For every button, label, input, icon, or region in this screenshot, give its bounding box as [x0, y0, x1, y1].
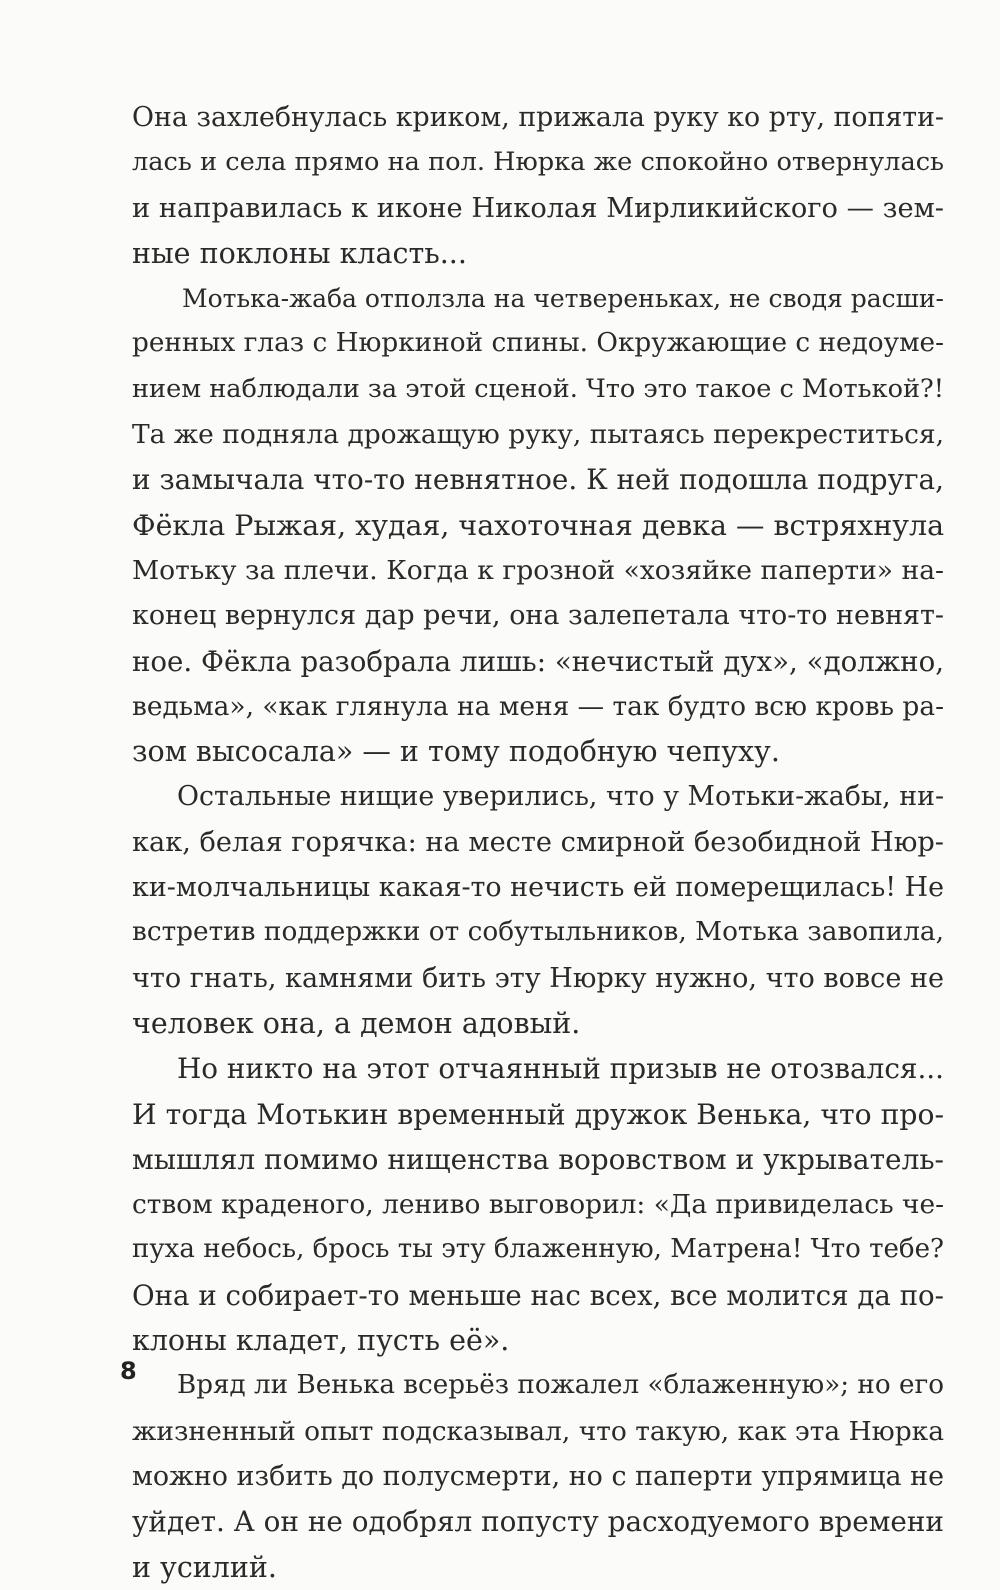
text-line: Но никто на этот отчаянный призыв не отозвался...	[177, 1052, 944, 1086]
text-line: и замычала что-то невнятное. К ней подошла подруга,	[132, 463, 944, 497]
text-line: ренных глаз с Нюркиной спины. Окружающие с недоуме-	[132, 328, 944, 359]
text-line: Она и собирает-то меньше нас всех, все молится да по-	[132, 1278, 944, 1312]
text-line: Она захлебнулась криком, прижала руку ко рту, попяти-	[132, 102, 944, 133]
text-line: лась и села прямо на пол. Нюрка же спокойно отвернулась	[132, 147, 944, 178]
body-text	[132, 95, 944, 1590]
text-line: жизненный опыт подсказывал, что такую, как эта Нюрка	[132, 1415, 944, 1447]
text-line: Мотьку за плечи. Когда к грозной «хозяйке паперти» на-	[132, 554, 944, 586]
text-line: Фёкла Рыжая, худая, чахоточная девка — встряхнула	[132, 508, 945, 542]
text-line: клоны кладет, пусть её».	[132, 1324, 510, 1358]
text-line: ведьма», «как глянула на меня — так будто всю кровь ра-	[132, 690, 944, 722]
text-line: Мотька-жаба отползла на четвереньках, не сводя расши-	[182, 284, 944, 314]
text-line: нием наблюдали за этой сценой. Что это такое с Мотькой?!	[132, 373, 945, 404]
text-line: И тогда Мотькин временный дружок Венька, что про-	[132, 1097, 944, 1131]
text-line: и направилась к иконе Николая Мирликийского — зем-	[132, 192, 944, 224]
text-line: ные поклоны класть...	[132, 236, 467, 270]
text-line: конец вернулся дар речи, она залепетала что-то невнят-	[132, 600, 944, 632]
text-line: человек она, а демон адовый.	[132, 1006, 581, 1040]
text-line: ки-молчальницы какая-то нечисть ей померещилась! Не	[132, 872, 945, 904]
text-line: пуха небось, брось ты эту блаженную, Матрена! Что тебе?	[132, 1234, 944, 1265]
text-line: уйдет. А он не одобрял попусту расходуемого времени	[132, 1505, 944, 1539]
text-line: зом высосала» — и тому подобную чепуху.	[132, 735, 780, 769]
text-line: встретив поддержки от собутыльников, Мотька завопила,	[132, 917, 944, 948]
text-line: ное. Фёкла разобрала лишь: «нечистый дух», «должно,	[132, 644, 944, 678]
text-line: можно избить до полусмерти, но с паперти упрямица не	[132, 1460, 944, 1492]
text-line: Вряд ли Венька всерьёз пожалел «блаженную»; но его	[177, 1370, 944, 1401]
text-line: как, белая горячка: на месте смирной безобидной Нюр-	[132, 826, 944, 858]
page-number: 8	[120, 1357, 137, 1385]
text-line: Та же подняла дрожащую руку, пытаясь перекреститься,	[132, 419, 944, 451]
text-line: ством краденого, лениво выговорил: «Да привиделась че-	[132, 1189, 944, 1221]
text-line: Остальные нищие уверились, что у Мотьки-жабы, ни-	[177, 781, 944, 813]
text-line: что гнать, камнями бить эту Нюрку нужно, что вовсе не	[132, 962, 944, 994]
text-line: мышлял помимо нищенства воровством и укрыватель-	[132, 1142, 944, 1176]
text-line: и усилий.	[132, 1550, 277, 1584]
